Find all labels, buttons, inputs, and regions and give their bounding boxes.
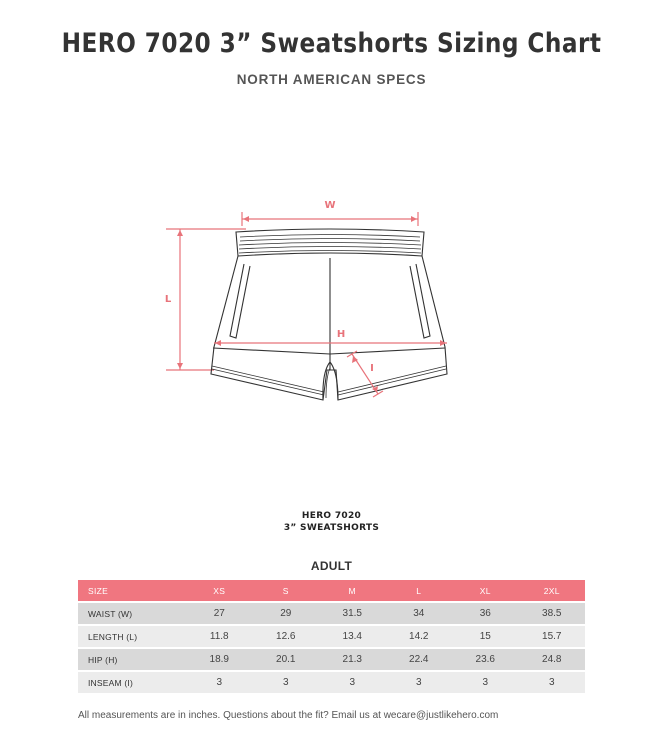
table-cell: 29 bbox=[253, 603, 320, 624]
row-label: INSEAM (I) bbox=[78, 672, 186, 693]
table-cell: 3 bbox=[253, 672, 320, 693]
table-cell: 14.2 bbox=[386, 626, 453, 647]
table-cell: 3 bbox=[519, 672, 586, 693]
table-cell: 3 bbox=[186, 672, 253, 693]
hip-label: H bbox=[336, 329, 346, 340]
size-table bbox=[78, 578, 585, 695]
shorts-outline bbox=[211, 229, 447, 400]
length-label: L bbox=[164, 294, 172, 305]
table-cell: 15.7 bbox=[519, 626, 586, 647]
model-name bbox=[0, 510, 663, 534]
table-cell: 27 bbox=[186, 603, 253, 624]
table-cell: 3 bbox=[452, 672, 519, 693]
row-label: HIP (H) bbox=[78, 649, 186, 670]
model-line-1: HERO 7020 bbox=[301, 511, 362, 521]
table-cell: 34 bbox=[386, 603, 453, 624]
table-row bbox=[78, 603, 585, 624]
table-cell: 3 bbox=[386, 672, 453, 693]
table-row bbox=[78, 649, 585, 670]
column-header: XL bbox=[452, 580, 519, 601]
table-cell: 21.3 bbox=[319, 649, 386, 670]
footer-note: All measurements are in inches. Questions about the fit? Email us at wecare@justlikehero.com bbox=[78, 710, 499, 721]
table-cell: 20.1 bbox=[253, 649, 320, 670]
section-label: ADULT bbox=[310, 559, 353, 573]
table-cell: 18.9 bbox=[186, 649, 253, 670]
table-cell: 38.5 bbox=[519, 603, 586, 624]
waist-label: W bbox=[324, 200, 336, 211]
table-cell: 13.4 bbox=[319, 626, 386, 647]
table-cell: 31.5 bbox=[319, 603, 386, 624]
table-header-row bbox=[78, 580, 585, 601]
column-header: 2XL bbox=[519, 580, 586, 601]
column-header: SIZE bbox=[78, 580, 186, 601]
page-title: HERO 7020 3” Sweatshorts Sizing Chart bbox=[61, 28, 602, 59]
table-cell: 24.8 bbox=[519, 649, 586, 670]
column-header: M bbox=[319, 580, 386, 601]
model-line-2: 3” SWEATSHORTS bbox=[283, 523, 380, 533]
row-label: WAIST (W) bbox=[78, 603, 186, 624]
table-cell: 23.6 bbox=[452, 649, 519, 670]
table-row bbox=[78, 626, 585, 647]
waist-measure-line bbox=[242, 212, 418, 226]
table-cell: 15 bbox=[452, 626, 519, 647]
column-header: S bbox=[253, 580, 320, 601]
column-header: L bbox=[386, 580, 453, 601]
row-label: LENGTH (L) bbox=[78, 626, 186, 647]
table-row bbox=[78, 672, 585, 693]
shorts-diagram bbox=[150, 185, 450, 415]
table-cell: 36 bbox=[452, 603, 519, 624]
table-cell: 22.4 bbox=[386, 649, 453, 670]
column-header: XS bbox=[186, 580, 253, 601]
page-subtitle: NORTH AMERICAN SPECS bbox=[236, 72, 427, 87]
inseam-label: I bbox=[370, 363, 374, 374]
table-cell: 11.8 bbox=[186, 626, 253, 647]
table-cell: 12.6 bbox=[253, 626, 320, 647]
table-cell: 3 bbox=[319, 672, 386, 693]
